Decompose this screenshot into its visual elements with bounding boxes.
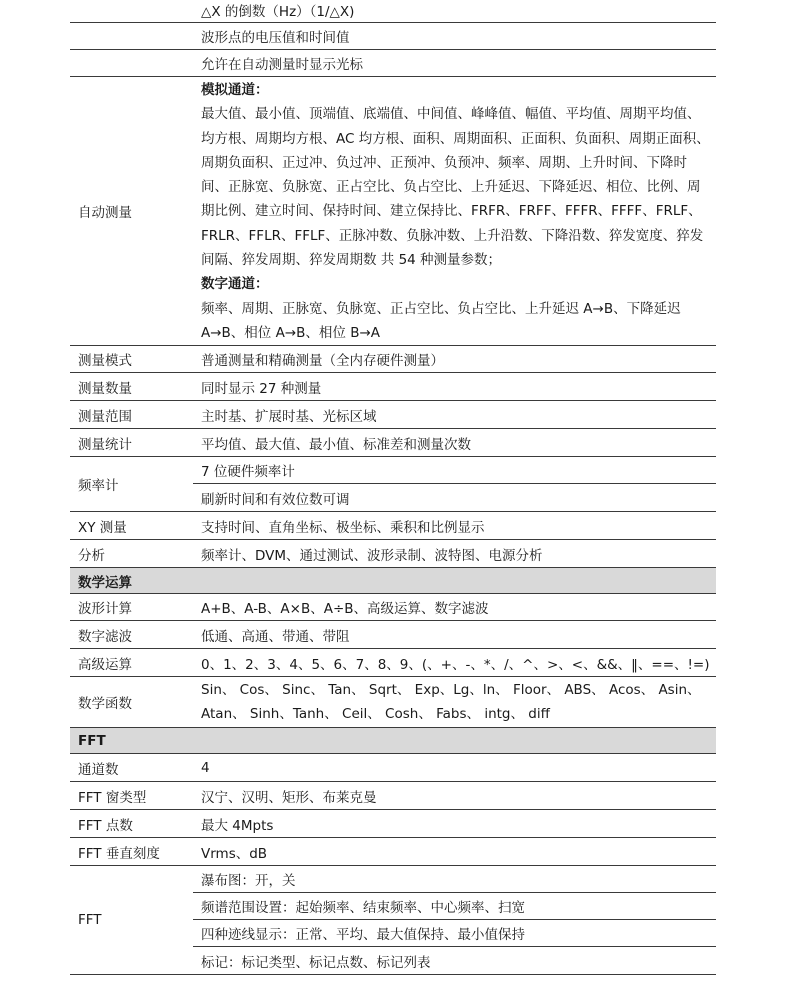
math-functions-row [70,677,716,728]
row-label: FFT 垂直刻度 [78,845,160,862]
table-row [70,23,716,50]
row-value: 4 [201,759,210,776]
row-value: 平均值、最大值、最小值、标准差和测量次数 [201,436,471,453]
math-functions-line: Sin、 Cos、 Sinc、 Tan、 Sqrt、 Exp、Lg、ln、 Floor、 ABS、 Acos、 Asin、 [201,682,701,698]
spec-table [70,0,716,975]
row-value: 低通、高通、带通、带阻 [201,628,350,645]
row-label: 高级运算 [78,656,132,673]
math-functions-list [193,677,716,727]
table-row [70,346,716,373]
row-label: 测量范围 [78,408,132,425]
fft-group-value: 标记：标记类型、标记点数、标记列表 [201,954,431,971]
row-value: 汉宁、汉明、矩形、布莱克曼 [201,789,377,806]
freq-counter-value: 刷新时间和有效位数可调 [201,491,350,508]
row-label: FFT 窗类型 [78,789,147,806]
row-label: 波形计算 [78,601,132,617]
row-value: 频率计、DVM、通过测试、波形录制、波特图、电源分析 [201,547,543,564]
analog-channel-heading: 模拟通道： [201,82,269,98]
row-value: 支持时间、直角坐标、极坐标、乘积和比例显示 [201,519,485,536]
row-label [70,0,193,22]
row-value: 普通测量和精确测量（全内存硬件测量） [201,353,444,369]
row-value: Vrms、dB [201,845,268,862]
freq-counter-label: 频率计 [78,478,119,494]
table-row [70,594,716,621]
auto-measure-content [193,77,716,345]
fft-group-row [70,866,716,975]
table-row [70,50,716,77]
row-label: 分析 [78,547,105,564]
row-value: 最大 4Mpts [201,817,274,834]
table-row [70,540,716,568]
row-label: 数字滤波 [78,628,132,645]
row-value: 同时显示 27 种测量 [201,380,322,397]
section-header-fft [70,728,716,754]
table-row [70,754,716,782]
table-row [70,838,716,866]
row-value: 允许在自动测量时显示光标 [201,57,363,73]
row-label: 测量统计 [78,436,132,453]
row-label: XY 测量 [78,519,127,536]
row-label [70,23,193,49]
row-value: 波形点的电压值和时间值 [201,30,350,46]
analog-channel-params: 最大值、最小值、顶端值、底端值、中间值、峰峰值、幅值、平均值、周期平均值、均方根、周期均方根、AC 均方根、面积、周期面积、正面积、负面积、周期正面积、周期负面积、正过冲、负过冲、正预冲、负预冲、频率、周期、上升时间、下降时间、正脉宽、负脉宽、正占空比、负占空比、上升延迟、下降延迟、相位、比例、周期比例、建立时间、保持时间、建立保持比、FRFR、FRFF、FFFR、FFFF、FRLF、FRLR、FFLR、FFLF、正脉冲数、负脉冲数、上升沿数、下降沿数、猝发宽度、猝发间隔、猝发周期、猝发周期数 共 54 种测量参数； [201,106,710,269]
row-value: A+B、A-B、A×B、A÷B、高级运算、数字滤波 [201,601,489,617]
table-row [70,512,716,540]
row-label: 通道数 [78,761,119,778]
table-row [70,621,716,649]
math-functions-line: Atan、 Sinh、Tanh、 Ceil、 Cosh、 Fabs、 intg、 diff [201,706,550,722]
row-value: 主时基、扩展时基、光标区域 [201,408,377,425]
digital-channel-params: 频率、周期、正脉宽、负脉宽、正占空比、负占空比、上升延迟 A→B、下降延迟 A→B、相位 A→B、相位 B→A [201,300,681,341]
table-row [70,429,716,457]
digital-channel-heading: 数字通道： [201,276,269,293]
row-label: 测量数量 [78,380,132,397]
row-label: FFT 点数 [78,817,133,834]
table-row [70,401,716,429]
auto-measure-label: 自动测量 [78,205,132,221]
fft-group-value: 瀑布图：开，关 [193,866,716,893]
freq-counter-value: 7 位硬件频率计 [193,457,716,484]
row-label: 测量模式 [78,353,132,369]
section-title: FFT [78,732,106,749]
row-value: △X 的倒数（Hz）（1/△X) [201,4,355,20]
table-row [70,649,716,677]
fft-group-value: 频谱范围设置：起始频率、结束频率、中心频率、扫宽 [193,893,716,920]
table-row [70,782,716,810]
section-title: 数学运算 [78,574,132,591]
table-row [70,810,716,838]
freq-counter-row [70,457,716,512]
section-header-math [70,568,716,594]
table-row [70,373,716,401]
row-label [70,50,193,76]
fft-group-values [193,866,716,974]
fft-group-label: FFT [78,912,102,928]
freq-counter-values [193,457,716,511]
auto-measure-row [70,77,716,346]
fft-group-value: 四种迹线显示：正常、平均、最大值保持、最小值保持 [193,920,716,947]
row-value: 0、1、2、3、4、5、6、7、8、9、(、+、-、*、/、^、>、<、&&、‖、==、!=) [201,656,710,673]
math-functions-label: 数学函数 [78,696,132,712]
table-row [70,0,716,23]
